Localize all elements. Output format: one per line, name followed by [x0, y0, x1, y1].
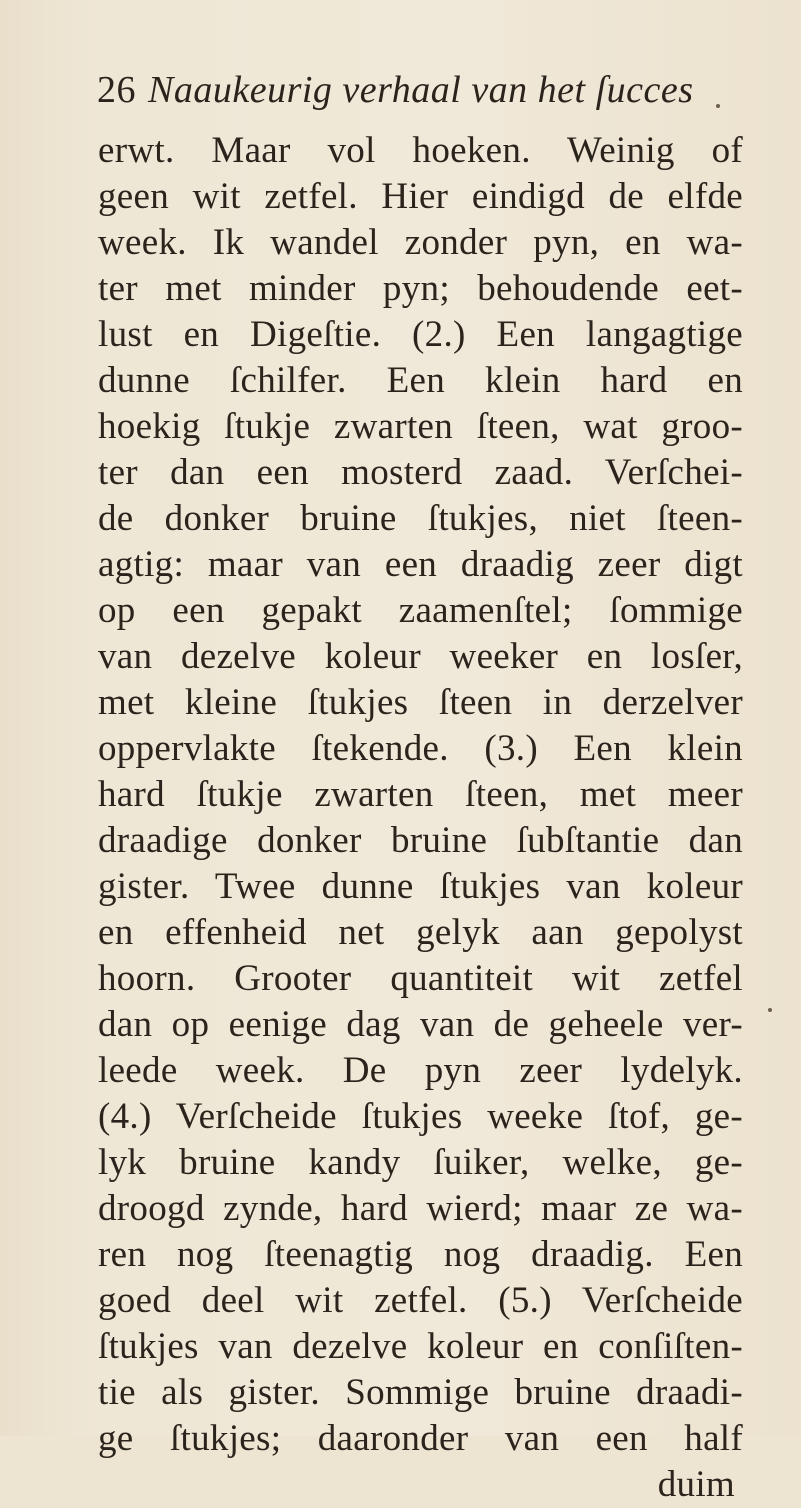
text-line: lust en Digeſtie. (2.) Een langagtige: [98, 314, 743, 355]
text-line: gister. Twee dunne ſtukjes van koleur: [98, 866, 743, 907]
text-line: tie als gister. Sommige bruine draadi-: [98, 1372, 743, 1413]
text-line: de donker bruine ſtukjes, niet ſteen-: [98, 498, 743, 539]
text-line: ter dan een mosterd zaad. Verſchei-: [98, 452, 743, 493]
text-line: oppervlakte ſtekende. (3.) Een klein: [98, 728, 743, 769]
text-line: met kleine ſtukjes ſteen in derzelver: [98, 682, 743, 723]
text-line: hoekig ſtukje zwarten ſteen, wat groo-: [98, 406, 743, 447]
text-line: erwt. Maar vol hoeken. Weinig of: [98, 130, 743, 171]
text-line: ſtukjes van dezelve koleur en conſiſten-: [98, 1326, 743, 1367]
text-line: week. Ik wandel zonder pyn, en wa-: [98, 222, 743, 263]
running-title: Naaukeurig verhaal van het ſucces: [148, 69, 694, 111]
text-line: op een gepakt zaamenſtel; ſommige: [98, 590, 743, 631]
text-line: ter met minder pyn; behoudende eet-: [98, 268, 743, 309]
text-line: goed deel wit zetfel. (5.) Verſcheide: [98, 1280, 743, 1321]
text-line: en effenheid net gelyk aan gepolyst: [98, 912, 743, 953]
text-line: leede week. De pyn zeer lydelyk.: [98, 1050, 743, 1091]
text-line: van dezelve koleur weeker en losſer,: [98, 636, 743, 677]
text-line: dunne ſchilfer. Een klein hard en: [98, 360, 743, 401]
text-line: hoorn. Grooter quantiteit wit zetfel: [98, 958, 743, 999]
text-line: draadige donker bruine ſubſtantie dan: [98, 820, 743, 861]
text-line: ren nog ſteenagtig nog draadig. Een: [98, 1234, 743, 1275]
page-number: 26: [97, 69, 136, 111]
text-line: lyk bruine kandy ſuiker, welke, ge-: [98, 1142, 743, 1183]
running-header: [97, 68, 694, 112]
text-line: dan op eenige dag van de geheele ver-: [98, 1004, 743, 1045]
text-line: agtig: maar van een draadig zeer digt: [98, 544, 743, 585]
text-line: geen wit zetfel. Hier eindigd de elfde: [98, 176, 743, 217]
edge-speck: [716, 104, 720, 108]
text-line: hard ſtukje zwarten ſteen, met meer: [98, 774, 743, 815]
body-text: [98, 128, 743, 1508]
edge-speck: [768, 1008, 772, 1012]
catchword: duim: [657, 1464, 735, 1505]
text-line: (4.) Verſcheide ſtukjes weeke ſtof, ge-: [98, 1096, 743, 1137]
text-line: droogd zynde, hard wierd; maar ze wa-: [98, 1188, 743, 1229]
text-line: ge ſtukjes; daaronder van een half: [98, 1418, 743, 1459]
